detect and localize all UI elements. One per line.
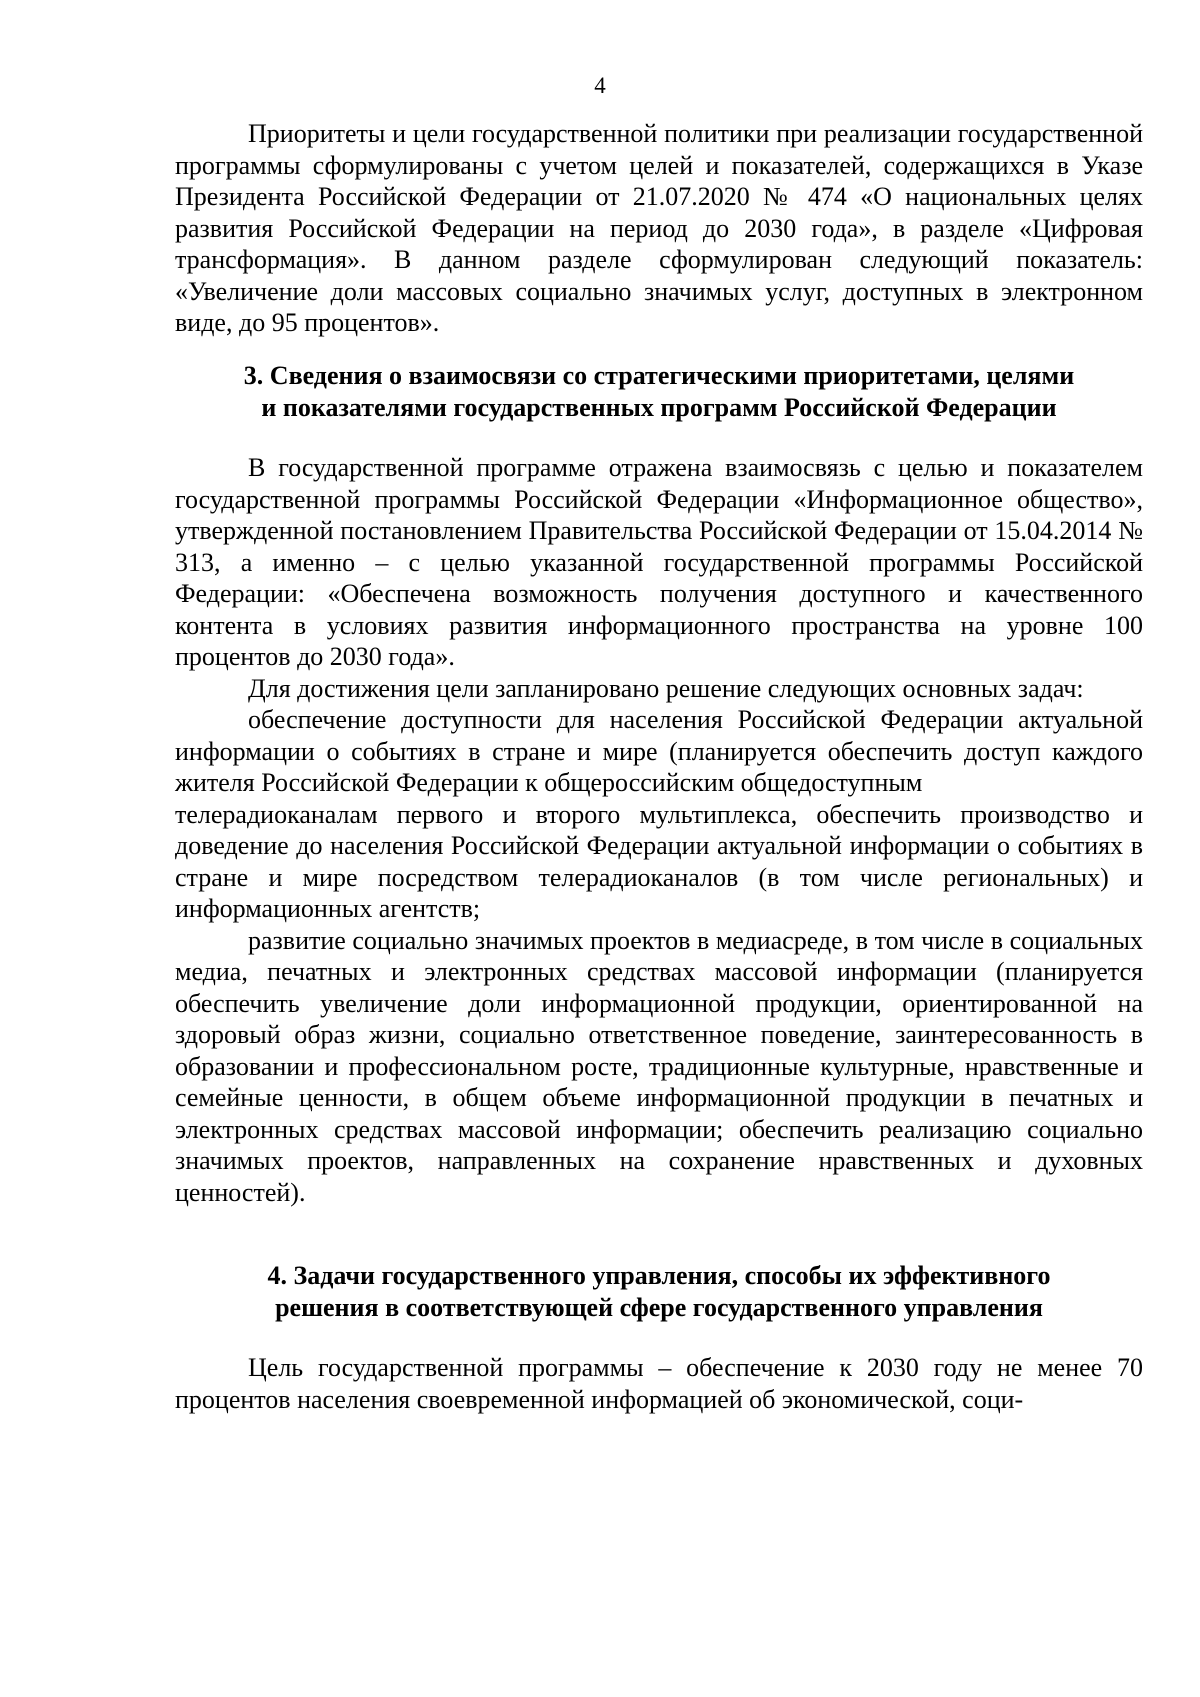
section-4-heading-line-1: 4. Задачи государственного управления, способы их эффективного (267, 1261, 1051, 1290)
section-4-heading-line-2: решения в соответствующей сфере государственного управления (275, 1292, 1043, 1322)
section-4-body (175, 1352, 1143, 1415)
section-3-heading (175, 360, 1143, 423)
section-4-heading (175, 1260, 1143, 1323)
section-4-paragraph-1: Цель государственной программы – обеспечение к 2030 году не менее 70 процентов населения своевременной информацией об экономической, соци- (175, 1353, 1143, 1414)
section-3-paragraph-3-continued: телерадиоканалам первого и второго мультиплекса, обеспечить производство и доведение до населения Российской Федерации актуальной информации о событиях в стране и мире посредством телерадиоканалов (в том числе региональных) и информационных агентств; (175, 799, 1143, 923)
section-3-paragraph-3: обеспечение доступности для населения Российской Федерации актуальной информации о событиях в стране и мире (планируется обеспечить доступ каждого жителя Российской Федерации к общероссийским общедоступным (175, 705, 1143, 797)
section-3-paragraph-1: В государственной программе отражена взаимосвязь с целью и показателем государственной программы Российской Федерации «Информационное общество», утвержденной постановлением Правительства Российской Федерации от 15.04.2014 № 313, а именно – с целью указанной государственной программы Российской Федерации: «Обеспечена возможность получения доступного и качественного контента в условиях развития информационного пространства на уровне 100 процентов до 2030 года». (175, 453, 1143, 671)
section-3-paragraph-4: развитие социально значимых проектов в медиасреде, в том числе в социальных медиа, печатных и электронных средствах массовой информации (планируется обеспечить увеличение доли информационной продукции, ориентированной на здоровый образ жизни, социально ответственное поведение, заинтересованность в образовании и профессиональном росте, традиционные культурные, нравственные и семейные ценности, в общем объеме информационной продукции в печатных и электронных средствах массовой информации; обеспечить реализацию социально значимых проектов, направленных на сохранение нравственных и духовных ценностей). (175, 925, 1143, 1207)
intro-paragraph: Приоритеты и цели государственной политики при реализации государственной программы сформулированы с учетом целей и показателей, содержащихся в Указе Президента Российской Федерации от 21.07.2020 № 474 «О национальных целях развития Российской Федерации на период до 2030 года», в разделе «Цифровая трансформация». В данном разделе сформулирован следующий показатель: «Увеличение доли массовых социально значимых услуг, доступных в электронном виде, до 95 процентов». (175, 119, 1143, 337)
section-3-body (175, 452, 1143, 1208)
intro-block (175, 118, 1143, 339)
section-3-paragraph-2: Для достижения цели запланировано решение следующих основных задач: (248, 673, 1084, 703)
page-number: 4 (594, 73, 606, 98)
section-3-heading-line-2: и показателями государственных программ Российской Федерации (261, 392, 1057, 422)
section-3-heading-line-1: 3. Сведения о взаимосвязи со стратегическими приоритетами, целями (243, 361, 1075, 390)
